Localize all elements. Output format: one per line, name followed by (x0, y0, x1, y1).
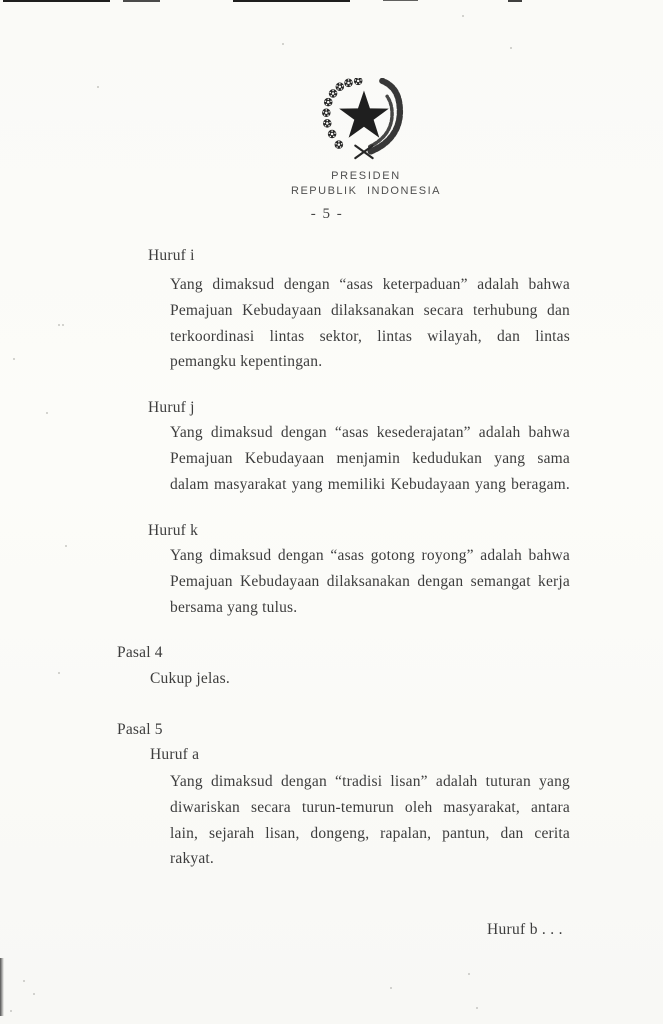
paragraph-line: rakyat. (170, 850, 215, 868)
paragraph-line: terkoordinasi lintas sektor, lintas wilayah, dan lintas (170, 327, 570, 345)
section-huruf-k-paragraph (170, 543, 570, 620)
section-huruf-k-label: Huruf k (148, 522, 199, 539)
section-huruf-a-label: Huruf a (150, 746, 200, 763)
scan-speckle (58, 672, 60, 674)
section-huruf-i-label: Huruf i (148, 247, 195, 264)
scan-speckle (46, 412, 48, 414)
page-number: - 5 - (310, 206, 344, 222)
continuation-catchword: Huruf b . . . (487, 921, 563, 938)
section-pasal-5-label: Pasal 5 (117, 721, 163, 738)
section-huruf-a-paragraph (170, 769, 570, 872)
letterhead (291, 170, 441, 197)
paragraph-line: dalam masyarakat yang memiliki Kebudayaan yang beragam. (170, 475, 570, 493)
paragraph-line: pemangku kepentingan. (170, 353, 323, 371)
scan-speckle (58, 324, 60, 326)
scan-speckle (468, 973, 470, 975)
scan-speckle (10, 1010, 12, 1012)
scan-speckle (62, 324, 64, 326)
paragraph-line: lain, sejarah lisan, dongeng, rapalan, pantun, dan cerita (170, 824, 570, 842)
paragraph-line: diwariskan secara turun-temurun oleh masyarakat, antara (170, 798, 570, 816)
section-huruf-i-paragraph (170, 272, 570, 375)
letterhead-org-line2: REPUBLIK INDONESIA (291, 185, 441, 197)
scan-edge-line (383, 0, 418, 1)
paragraph-line: bersama yang tulus. (170, 598, 298, 616)
paragraph-line: Yang dimaksud dengan “asas kesederajatan” adalah bahwa (170, 424, 570, 441)
scan-edge-line (3, 0, 110, 2)
scan-speckle (462, 15, 464, 17)
scan-speckle (476, 1007, 478, 1009)
letterhead-org-line1: PRESIDEN (331, 170, 401, 182)
scan-speckle (33, 993, 35, 995)
section-pasal-4-body: Cukup jelas. (150, 670, 230, 687)
section-pasal-4-label: Pasal 4 (117, 644, 163, 661)
star-wreath-emblem-icon (313, 78, 413, 163)
paragraph-line: Yang dimaksud dengan “asas keterpaduan” adalah bahwa (170, 276, 570, 293)
section-huruf-j-label: Huruf j (148, 399, 195, 416)
paragraph-line: Yang dimaksud dengan “tradisi lisan” adalah tuturan yang (170, 773, 570, 790)
paragraph-line: Pemajuan Kebudayaan dilaksanakan secara terhubung dan (170, 301, 570, 319)
scan-edge-shadow (0, 958, 4, 1016)
paragraph-line: Pemajuan Kebudayaan dilaksanakan dengan semangat kerja (170, 572, 570, 590)
scan-speckle (13, 358, 15, 360)
paragraph-line: Pemajuan Kebudayaan menjamin kedudukan yang sama (170, 449, 570, 467)
scan-speckle (65, 545, 67, 547)
scan-speckle (23, 980, 25, 982)
scan-speckle (282, 43, 284, 45)
scan-speckle (97, 86, 99, 88)
scan-edge-line (233, 0, 350, 2)
section-huruf-j-paragraph (170, 420, 570, 497)
scan-edge-line (508, 0, 522, 2)
scan-speckle (510, 47, 512, 49)
scan-edge-line (123, 0, 160, 2)
paragraph-line: Yang dimaksud dengan “asas gotong royong” adalah bahwa (170, 547, 570, 564)
scan-speckle (390, 987, 392, 989)
